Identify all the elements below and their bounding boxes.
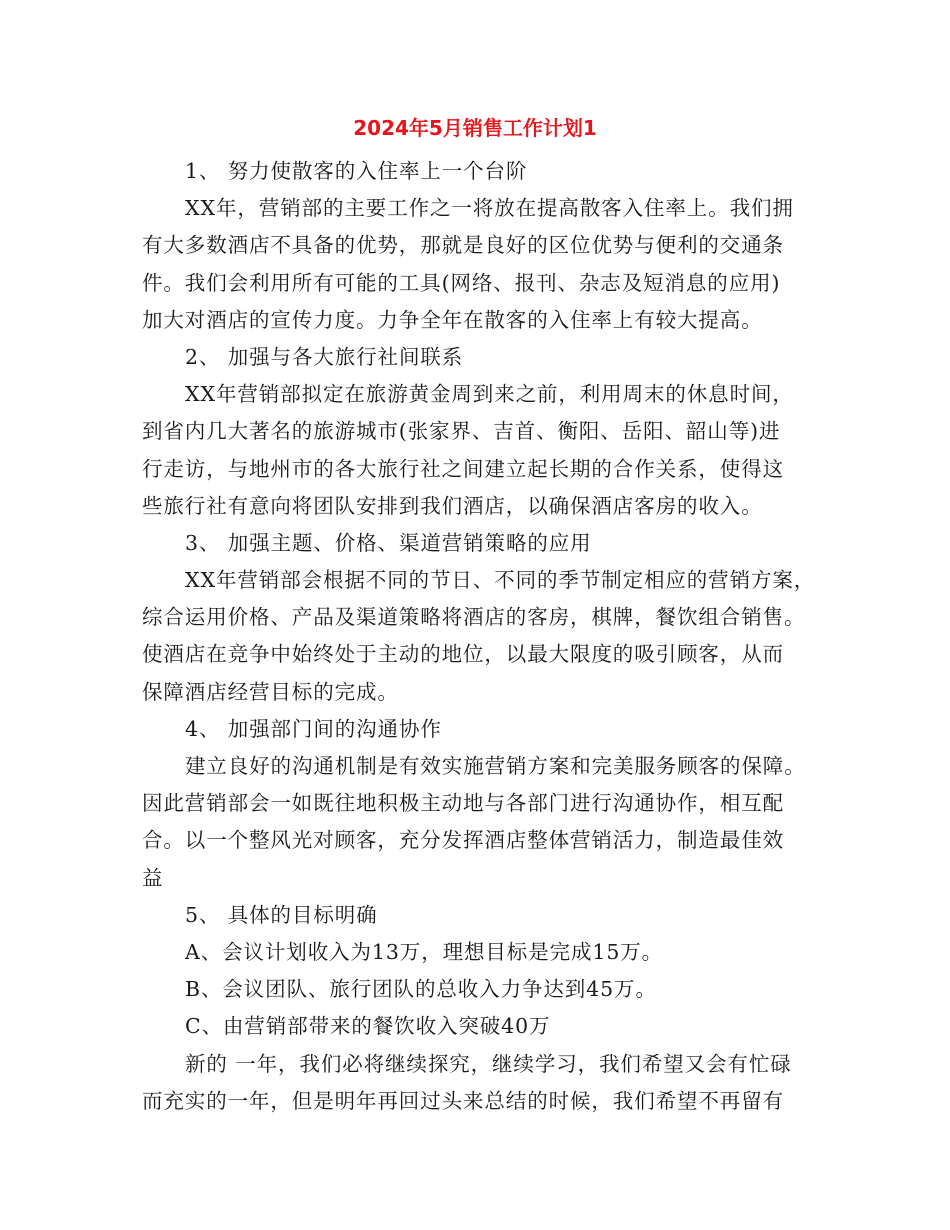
paragraph-line: 到省内几大著名的旅游城市(张家界、吉首、衡阳、岳阳、韶山等)进 xyxy=(142,419,781,444)
paragraph-line: 1、 努力使散客的入住率上一个台阶 xyxy=(185,159,528,183)
paragraph-line: XX年营销部拟定在旅游黄金周到来之前，利用周末的休息时间， xyxy=(185,382,794,407)
paragraph-line: 因此营销部会一如既往地积极主动地与各部门进行沟通协作，相互配 xyxy=(142,791,784,816)
paragraph-line: B、会议团队、旅行团队的总收入力争达到45万。 xyxy=(185,977,657,1002)
paragraph-line: 些旅行社有意向将团队安排到我们酒店，以确保酒店客房的收入。 xyxy=(142,493,763,518)
paragraph-line: C、由营销部带来的餐饮收入突破40万 xyxy=(185,1014,551,1039)
paragraph-line: 3、 加强主题、价格、渠道营销策略的应用 xyxy=(185,530,592,555)
paragraph-line: A、会议计划收入为13万，理想目标是完成15万。 xyxy=(185,939,664,964)
paragraph-line: 建立良好的沟通机制是有效实施营销方案和完美服务顾客的保障。 xyxy=(185,754,806,778)
paragraph-line: 综合运用价格、产品及渠道策略将酒店的客房，棋牌，餐饮组合销售。 xyxy=(142,605,806,630)
paragraph-line: 而充实的一年，但是明年再回过头来总结的时候，我们希望不再留有 xyxy=(142,1088,784,1113)
paragraph-line: 行走访，与地州市的各大旅行社之间建立起长期的合作关系，使得这 xyxy=(142,456,784,481)
paragraph-line: 新的 一年，我们必将继续探究，继续学习，我们希望又会有忙碌 xyxy=(185,1051,792,1076)
paragraph-line: 2、 加强与各大旅行社间联系 xyxy=(185,344,464,369)
paragraph-line: 保障酒店经营目标的完成。 xyxy=(142,679,399,704)
paragraph-line: 益 xyxy=(142,865,164,890)
document-body xyxy=(142,153,814,1120)
paragraph-line: 5、 具体的目标明确 xyxy=(185,902,378,927)
document-title: 2024年5月销售工作计划1 xyxy=(353,116,597,140)
paragraph-line: 有大多数酒店不具备的优势，那就是良好的区位优势与便利的交通条 xyxy=(142,233,784,258)
paragraph-line: XX年，营销部的主要工作之一将放在提高散客入住率上。我们拥 xyxy=(185,196,794,221)
paragraph-line: 使酒店在竞争中始终处于主动的地位，以最大限度的吸引顾客，从而 xyxy=(142,642,784,667)
paragraph-line: 4、 加强部门间的沟通协作 xyxy=(185,716,442,741)
paragraph-line: 件。我们会利用所有可能的工具(网络、报刊、杂志及短消息的应用) xyxy=(142,270,781,295)
paragraph-line: 合。以一个整风光对顾客，充分发挥酒店整体营销活力，制造最佳效 xyxy=(142,828,784,853)
paragraph-line: 加大对酒店的宣传力度。力争全年在散客的入住率上有较大提高。 xyxy=(142,307,763,332)
paragraph-line: XX年营销部会根据不同的节日、不同的季节制定相应的营销方案， xyxy=(185,568,816,593)
